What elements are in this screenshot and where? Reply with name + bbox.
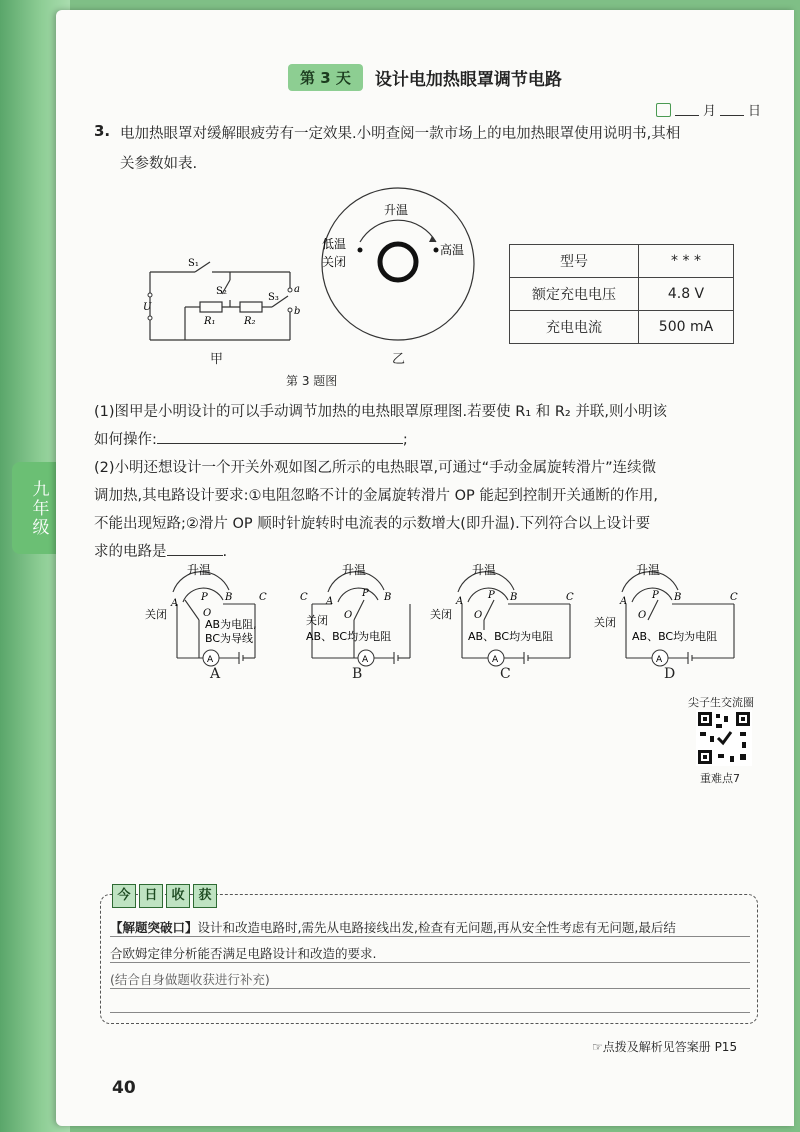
svg-text:A: A xyxy=(492,655,499,665)
harvest-title-char: 收 xyxy=(166,884,190,908)
option-off-label: 关闭 xyxy=(306,614,328,627)
month-label: 月 xyxy=(703,104,717,119)
figure-caption: 第 3 题图 xyxy=(286,374,338,388)
answer-blank-2[interactable] xyxy=(167,555,223,556)
spec-table xyxy=(509,244,734,344)
svg-text:O: O xyxy=(203,608,212,619)
day-badge: 第 3 天 xyxy=(288,64,363,91)
part1-line-1: (1)图甲是小明设计的可以手动调节加热的电热眼罩原理图.若要使 R₁ 和 R₂ 并联,则小明该 xyxy=(94,404,667,420)
table-cell: 4.8 V xyxy=(639,278,734,311)
part1-prefix: 如何操作: xyxy=(94,432,157,448)
harvest-rule xyxy=(110,962,750,963)
svg-text:A: A xyxy=(171,598,179,609)
s2-label: S₂ xyxy=(216,286,227,297)
svg-text:P: P xyxy=(652,590,659,601)
table-row xyxy=(510,245,734,278)
table-cell: * * * xyxy=(639,245,734,278)
table-row xyxy=(510,278,734,311)
a-label: a xyxy=(294,284,300,295)
r2-label: R₂ xyxy=(244,316,256,327)
option-note-1: AB为电阻, xyxy=(205,618,257,631)
svg-text:A: A xyxy=(362,655,369,665)
intro-line-2: 关参数如表. xyxy=(120,156,198,172)
option-note-1: AB、BC均为电阻 xyxy=(632,630,718,643)
option-b-circuit xyxy=(300,560,440,680)
harvest-tip-line-2: 合欧姆定律分析能否满足电路设计和改造的要求. xyxy=(110,946,377,961)
harvest-title-char: 今 xyxy=(112,884,136,908)
part2-line-3: 不能出现短路;②滑片 OP 顺时针旋转时电流表的示数增大(即升温).下列符合以上设计要 xyxy=(94,516,651,532)
intro-line-1: 电加热眼罩对缓解眼疲劳有一定效果.小明查阅一款市场上的电加热眼罩使用说明书,其相 xyxy=(120,126,681,142)
table-row xyxy=(510,311,734,344)
option-a-label[interactable]: A xyxy=(210,666,221,682)
svg-text:P: P xyxy=(362,588,369,599)
svg-text:B: B xyxy=(384,592,392,603)
svg-text:C: C xyxy=(300,592,308,603)
day-title: 设计电加热眼罩调节电路 xyxy=(374,70,562,90)
option-off-label: 关闭 xyxy=(594,616,616,629)
option-c-label[interactable]: C xyxy=(500,666,511,682)
table-cell: 充电电流 xyxy=(510,311,639,344)
s3-label: S₃ xyxy=(268,292,279,303)
table-cell: 500 mA xyxy=(639,311,734,344)
option-note-2: BC为导线 xyxy=(205,632,254,645)
circuit-jia-diagram xyxy=(140,250,310,350)
svg-text:A: A xyxy=(656,655,663,665)
option-up-label: 升温 xyxy=(342,563,367,577)
svg-text:A: A xyxy=(620,596,628,607)
dial-up-label: 升温 xyxy=(384,203,409,217)
option-up-label: 升温 xyxy=(472,563,497,577)
option-note-1: AB、BC均为电阻 xyxy=(468,630,554,643)
part2-line-2: 调加热,其电路设计要求:①电阻忽略不计的金属旋转滑片 OP 能起到控制开关通断的作用, xyxy=(94,488,658,504)
svg-text:A: A xyxy=(326,596,334,607)
r1-label: R₁ xyxy=(204,316,216,327)
question-number: 3. xyxy=(94,122,111,140)
qr-bottom-label: 重难点7 xyxy=(700,772,740,785)
harvest-hint: (结合自身做题收获进行补充) xyxy=(110,972,270,987)
calendar-icon xyxy=(656,103,671,117)
u-label: U xyxy=(143,302,152,313)
svg-text:O: O xyxy=(344,610,353,621)
part2-suffix: . xyxy=(222,544,228,560)
svg-text:O: O xyxy=(474,610,483,621)
option-b-label[interactable]: B xyxy=(352,666,363,682)
svg-text:C: C xyxy=(259,592,267,603)
tip-text-1: 设计和改造电路时,需先从电路接线出发,检查有无问题,再从安全性考虑有无问题,最后结 xyxy=(197,920,676,935)
svg-text:A: A xyxy=(456,596,464,607)
option-up-label: 升温 xyxy=(636,563,661,577)
day-blank xyxy=(720,103,744,116)
part1-line-2 xyxy=(94,426,408,454)
part1-suffix: ; xyxy=(402,432,408,448)
day-label: 日 xyxy=(748,104,762,119)
harvest-rule[interactable] xyxy=(110,988,750,989)
harvest-tip-line-1 xyxy=(110,918,676,936)
page-number: 40 xyxy=(112,1078,136,1098)
answer-blank-1[interactable] xyxy=(157,443,403,444)
qr-top-label: 尖子生交流圈 xyxy=(688,696,754,709)
svg-text:B: B xyxy=(510,592,518,603)
harvest-rule xyxy=(110,936,750,937)
b-label: b xyxy=(294,306,301,317)
option-c-circuit xyxy=(430,560,580,680)
answer-reference: ☞点拨及解析见答案册 P15 xyxy=(592,1040,738,1054)
dial-yi-diagram xyxy=(318,184,478,344)
fig-jia-label: 甲 xyxy=(210,352,224,367)
harvest-title xyxy=(112,884,217,908)
svg-text:P: P xyxy=(201,592,208,603)
option-off-label: 关闭 xyxy=(430,608,452,621)
part2-prefix: 求的电路是 xyxy=(94,544,167,560)
dial-off-label: 关闭 xyxy=(322,255,347,269)
option-up-label: 升温 xyxy=(187,563,212,577)
s1-label: S₁ xyxy=(188,258,199,269)
table-cell: 型号 xyxy=(510,245,639,278)
harvest-title-char: 获 xyxy=(193,884,217,908)
option-d-circuit xyxy=(594,560,744,680)
dial-low-label: 低温 xyxy=(322,237,347,251)
part2-line-1: (2)小明还想设计一个开关外观如图乙所示的电热眼罩,可通过“手动金属旋转滑片”连续微 xyxy=(94,460,657,476)
fig-yi-label: 乙 xyxy=(392,352,406,367)
svg-text:B: B xyxy=(674,592,682,603)
tip-tag: 【解题突破口】 xyxy=(110,920,198,935)
table-cell: 额定充电电压 xyxy=(510,278,639,311)
svg-text:O: O xyxy=(638,610,647,621)
day-header xyxy=(288,64,562,91)
qr-code-icon[interactable] xyxy=(696,710,752,766)
dial-high-label: 高温 xyxy=(440,243,465,257)
option-note-1: AB、BC均为电阻 xyxy=(306,630,392,643)
svg-text:A: A xyxy=(207,655,214,665)
month-blank xyxy=(675,103,699,116)
option-a-circuit xyxy=(145,560,285,680)
grade-tab-label: 九年级 xyxy=(28,479,49,537)
svg-text:P: P xyxy=(488,590,495,601)
svg-text:B: B xyxy=(225,592,233,603)
harvest-rule[interactable] xyxy=(110,1012,750,1013)
date-field xyxy=(656,100,761,119)
svg-text:C: C xyxy=(730,592,738,603)
harvest-title-char: 日 xyxy=(139,884,163,908)
svg-text:C: C xyxy=(566,592,574,603)
option-off-label: 关闭 xyxy=(145,608,167,621)
option-d-label[interactable]: D xyxy=(664,666,676,682)
